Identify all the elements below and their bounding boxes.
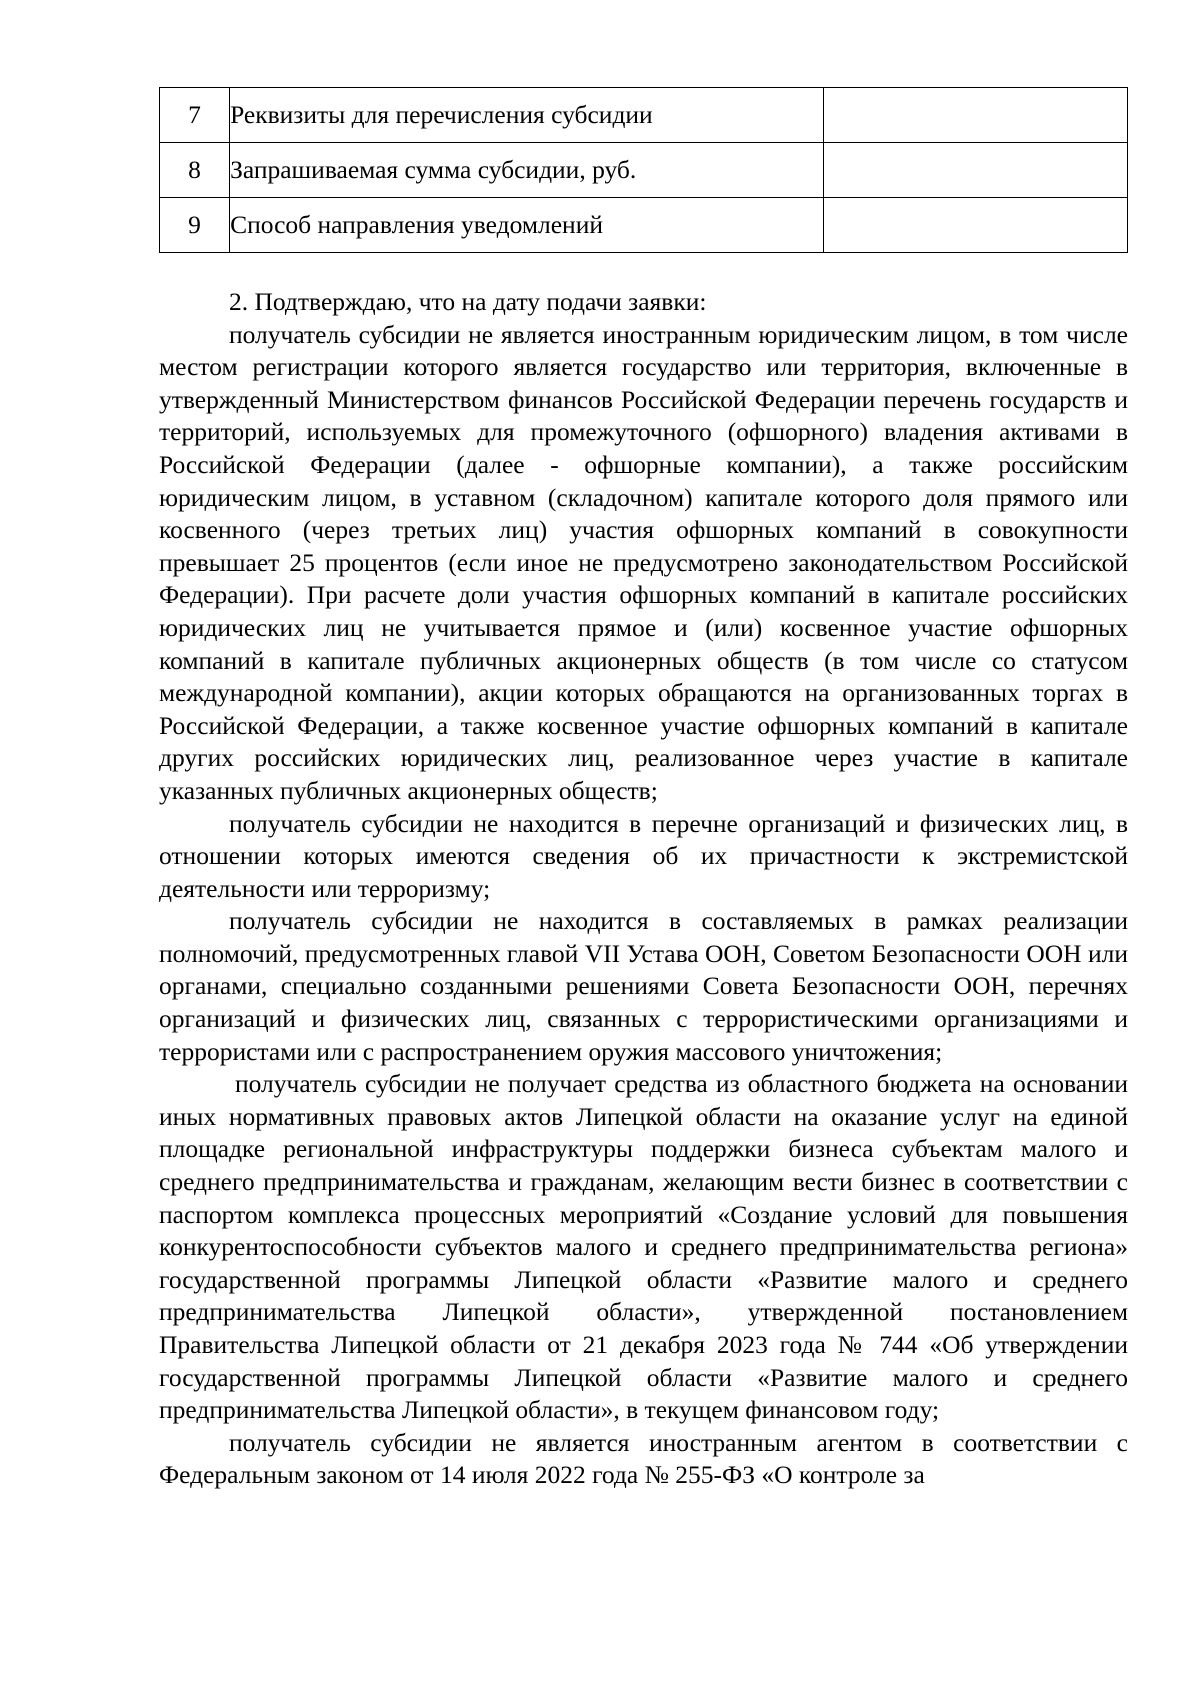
paragraph-regional-budget: получатель субсидии не получает средства из областного бюджета на основании иных нормативных правовых актов Липецкой области на оказание услуг на единой площадке региональной инфраструктуры поддержки бизнеса субъектам малого и среднего предпринимательства и гражданам, желающим вести бизнес в соответствии с паспортом комплекса процессных мероприятий «Создание условий для повышения конкурентоспособности субъектов малого и среднего предпринимательства региона» государственной программы Липецкой области «Развитие малого и среднего предпринимательства Липецкой области», утвержденной постановлением Правительства Липецкой области от 21 декабря 2023 года № 744 «Об утверждении государственной программы Липецкой области «Развитие малого и среднего предпринимательства Липецкой области», в текущем финансовом году; bbox=[159, 1069, 1128, 1425]
row-label: Способ направления уведомлений bbox=[230, 198, 824, 253]
row-value-cell bbox=[823, 143, 1127, 198]
row-value-cell bbox=[823, 198, 1127, 253]
row-label: Запрашиваемая сумма субсидии, руб. bbox=[230, 143, 824, 198]
paragraph-un-lists: получатель субсидии не находится в составляемых в рамках реализации полномочий, предусмотренных главой VII Устава ООН, Советом Безопасности ООН или органами, специально созданными решениями Совета Безопасности ООН, перечнях организаций и физических лиц, связанных с террористическими организациями и террористами или с распространением оружия массового уничтожения; bbox=[159, 906, 1128, 1066]
section-heading: 2. Подтверждаю, что на дату подачи заявки: bbox=[229, 287, 707, 316]
paragraph-offshore: получатель субсидии не является иностранным юридическим лицом, в том числе местом регистрации которого является государство или территория, включенные в утвержденный Министерством финансов Российской Федерации перечень государств и территорий, используемых для промежуточного (офшорного) владения активами в Российской Федерации (далее - офшорные компании), а также российским юридическим лицом, в уставном (складочном) капитале которого доля прямого или косвенного (через третьих лиц) участия офшорных компаний в совокупности превышает 25 процентов (если иное не предусмотрено законодательством Российской Федерации). При расчете доли участия офшорных компаний в капитале российских юридических лиц не учитывается прямое и (или) косвенное участие офшорных компаний в капитале публичных акционерных обществ (в том числе со статусом международной компании), акции которых обращаются на организованных торгах в Российской Федерации, а также косвенное участие офшорных компаний в капитале других российских юридических лиц, реализованное через участие в капитале указанных публичных акционерных обществ; bbox=[159, 319, 1128, 805]
confirmation-text bbox=[159, 286, 1128, 1492]
row-value-cell bbox=[823, 88, 1127, 143]
row-number: 9 bbox=[160, 198, 230, 253]
requisites-table bbox=[159, 87, 1128, 253]
row-label: Реквизиты для перечисления субсидии bbox=[230, 88, 824, 143]
row-number: 8 bbox=[160, 143, 230, 198]
table-row bbox=[160, 143, 1128, 198]
paragraph-extremism: получатель субсидии не находится в перечне организаций и физических лиц, в отношении которых имеются сведения об их причастности к экстремистской деятельности или терроризму; bbox=[159, 808, 1128, 903]
table-row bbox=[160, 198, 1128, 253]
row-number: 7 bbox=[160, 88, 230, 143]
table-row bbox=[160, 88, 1128, 143]
paragraph-foreign-agent: получатель субсидии не является иностранным агентом в соответствии с Федеральным законом от 14 июля 2022 года № 255-ФЗ «О контроле за bbox=[159, 1427, 1128, 1490]
